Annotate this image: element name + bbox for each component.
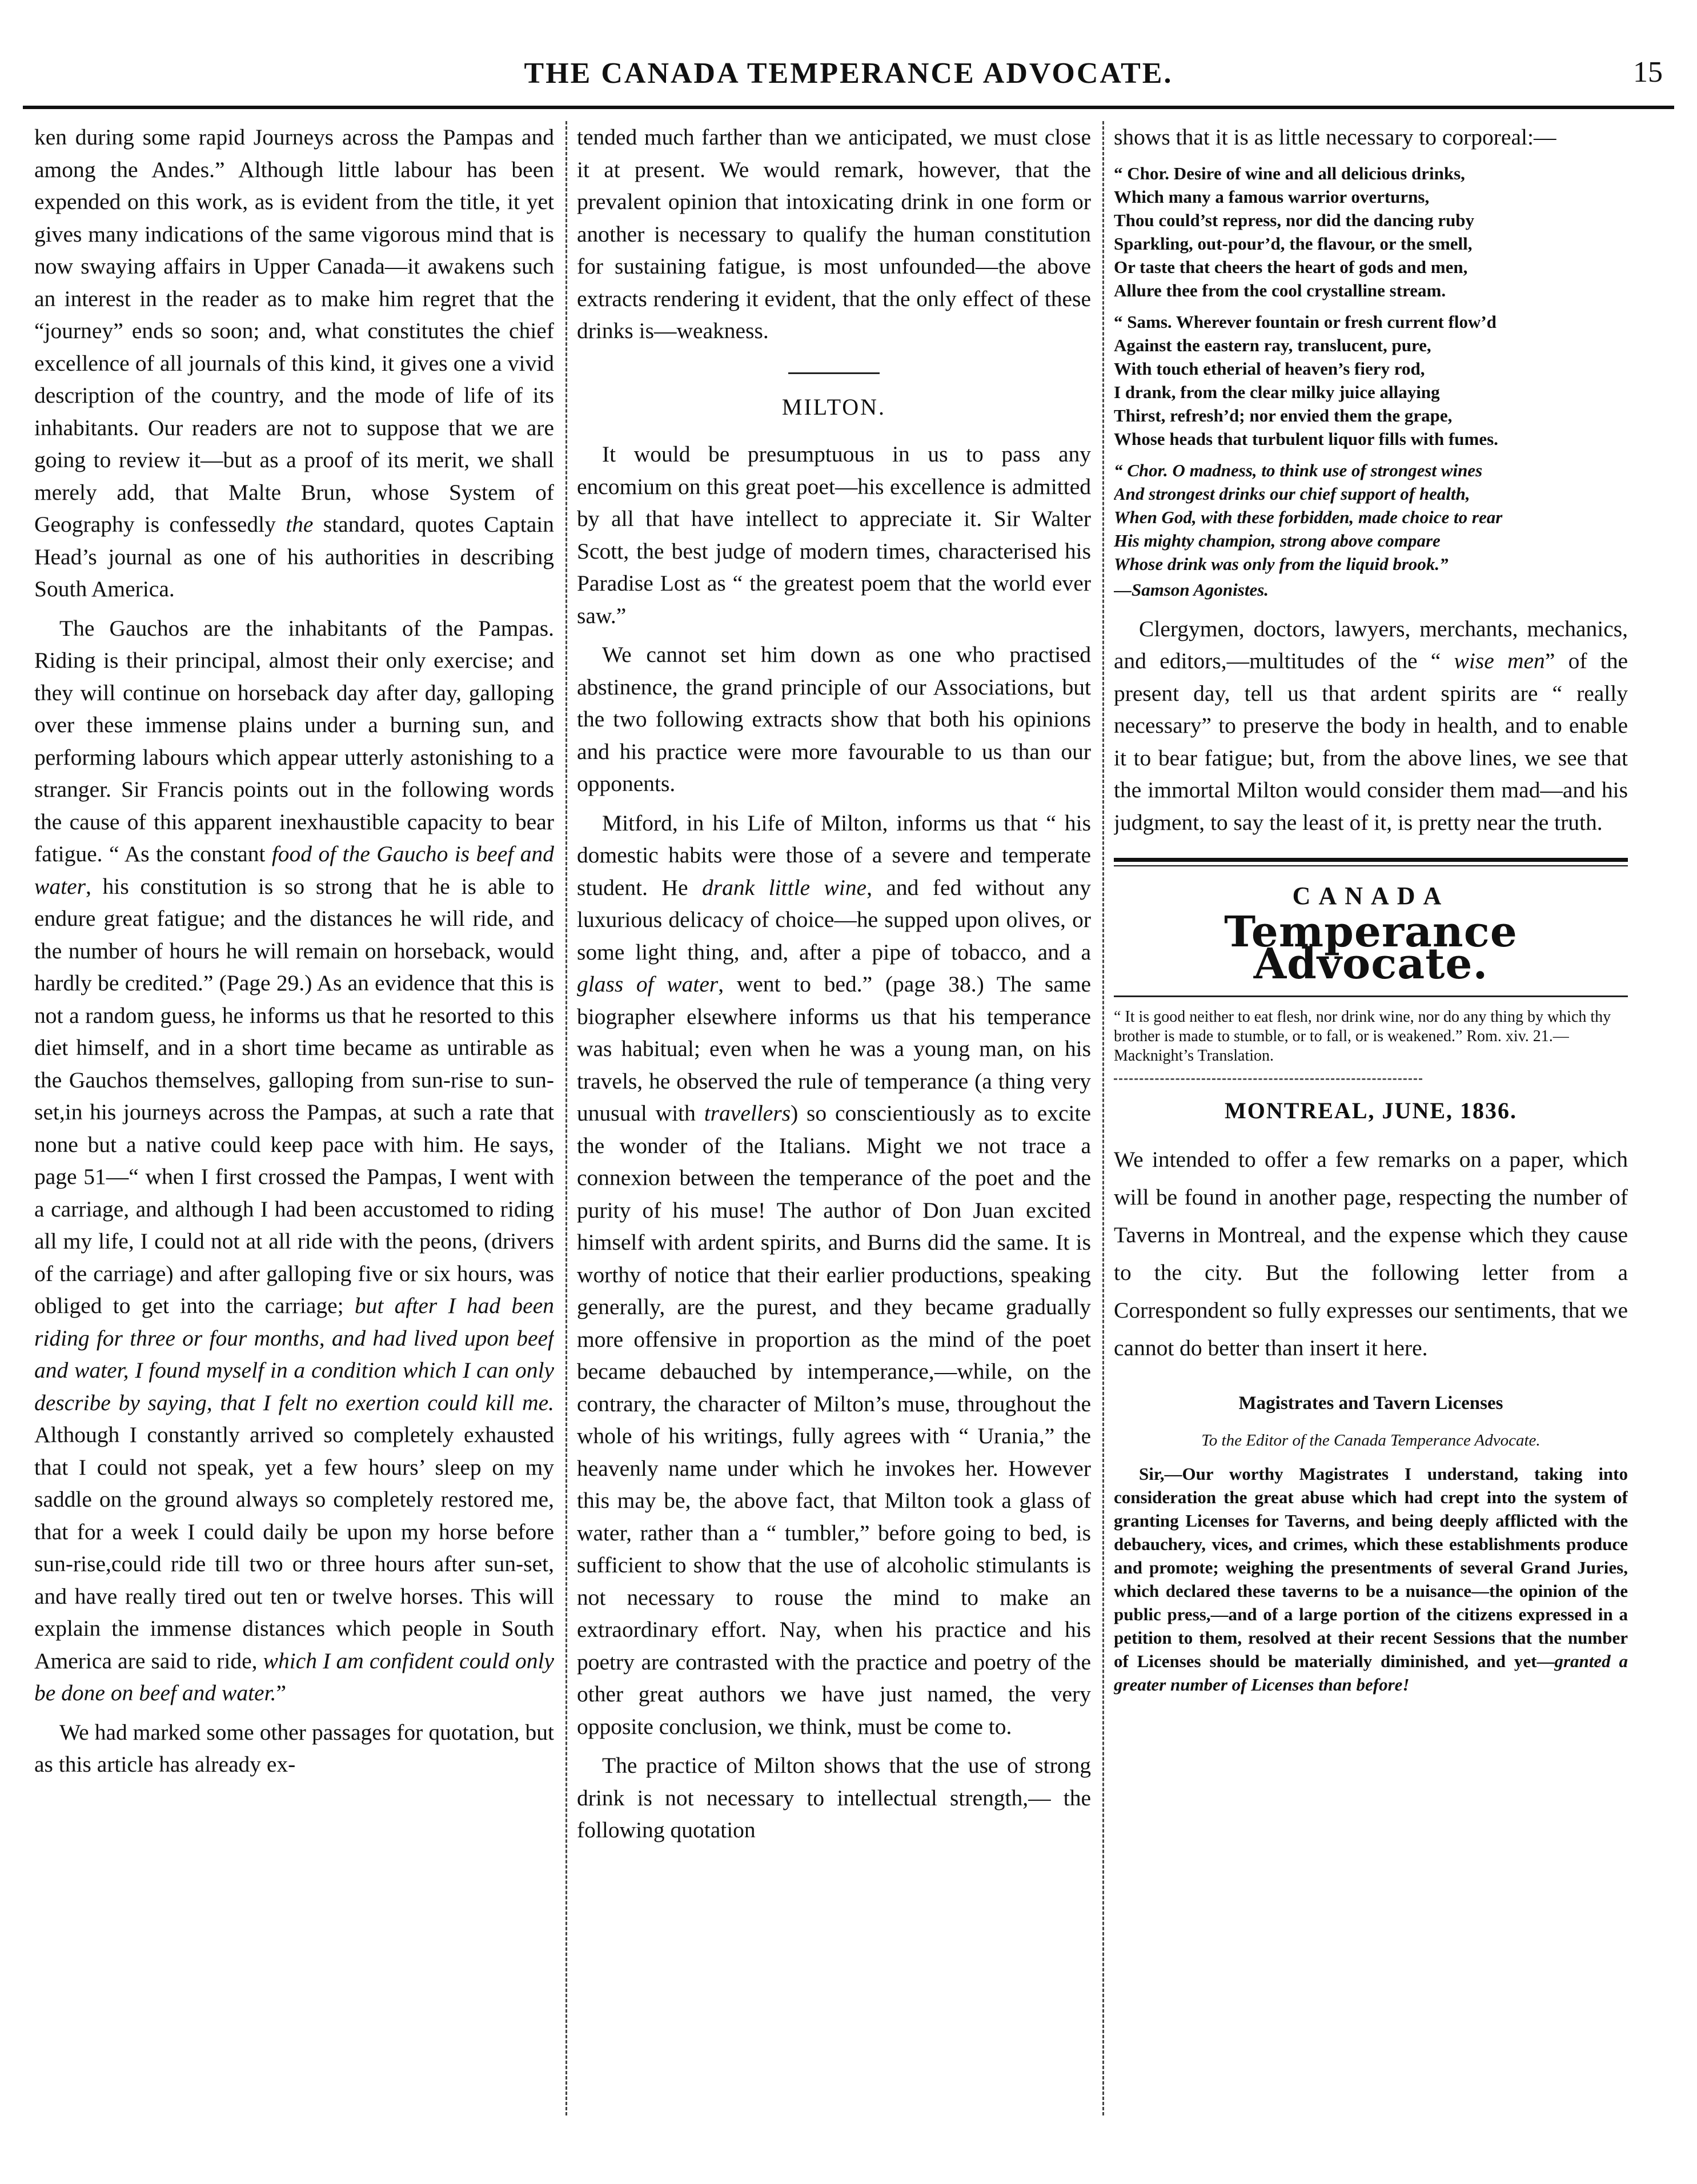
text-run: Although I constantly arrived so completely exhausted that I could not speak, yet a few hours’ sleep on my saddle on the ground always so completely restored me, that for a week I could daily be upon my horse before sun-rise,could ride till two or three hours after sun-set, and have really tired out ten or twelve horses. This will explain the immense distances which people in South America are said to ride, bbox=[34, 1422, 554, 1673]
text-run: Clergymen, doctors, lawyers, merchants, mechanics, and editors,—multitudes of the “ bbox=[1114, 616, 1628, 673]
poem-line: Which many a famous warrior overturns, bbox=[1114, 186, 1430, 207]
poem-quotation bbox=[1114, 162, 1628, 601]
poem-speaker-line: “ Sams. Wherever fountain or fresh current flow’d bbox=[1114, 311, 1497, 332]
italic-run: the bbox=[286, 512, 314, 537]
text-run: , went to bed.” (page 38.) The same biographer elsewhere informs us that his temperance was habitual; even when he was a young man, on his travels, he observed the rule of temperance (a thing very unusual with bbox=[577, 971, 1091, 1126]
text-run: , his constitution is so strong that he is able to endure great fatigue; and the distances he will ride, and the number of hours he will remain on horseback, would hardly be credited.” (Page 29.) As an evidence that this is not a random guess, he informs us that he resorted to this diet himself, and in a short time became as untirable as the Gauchos themselves, galloping from sun-rise to sun-set,in his journeys across the Pampas, at such a rate that none but a native could keep pace with him. He says, page 51—“ when I first crossed the Pampas, I went with a carriage, and although I had been accustomed to riding all my life, I could not at all ride with the peons, (drivers of the carriage) and after galloping five or six hours, was obliged to get into the carriage; bbox=[34, 873, 554, 1318]
poem-line: Against the eastern ray, translucent, pure, bbox=[1114, 335, 1431, 355]
italic-run: but after I had been riding for three or four months, and had lived upon beef and water, I found myself in a condition which I can only describe by saying, that I felt no exertion could kill me. bbox=[34, 1293, 554, 1415]
paragraph: The practice of Milton shows that the use of strong drink is not necessary to intellectual strength,— the following quotation bbox=[577, 1753, 1091, 1842]
poem-line: When God, with these forbidden, made choice to rear bbox=[1114, 507, 1503, 527]
column-divider-2 bbox=[1102, 121, 1104, 2115]
poem-line: Thirst, refresh’d; nor envied them the grape, bbox=[1114, 405, 1453, 425]
paragraph: It would be presumptuous in us to pass any encomium on this great poet—his excellence is admitted by all that have intellect to appreciate it. Sir Walter Scott, the best judge of modern times, characterised his Paradise Lost as “ the greatest poem that the world ever saw.” bbox=[577, 441, 1091, 628]
text-run: ken during some rapid Journeys across the Pampas and among the Andes.” Although little labour has been expended on this work, as is evident from the title, it yet gives many indications of the same vigorous mind that is now swaying affairs in Upper Canada—it awakens such an interest in the reader as to make him regret that the “journey” ends so soon; and, what constitutes the chief excellence of all journals of this kind, it gives one a vivid description of the country, and the mode of life of its inhabitants. Our readers are not to suppose that we are going to review it—but as a proof of its merit, we shall merely add, that Malte Brun, whose System of Geography is confessedly bbox=[34, 125, 554, 537]
poem-line: With touch etherial of heaven’s fiery rod, bbox=[1114, 358, 1425, 379]
italic-run: travellers bbox=[704, 1101, 791, 1126]
poem-line: Allure thee from the cool crystalline stream. bbox=[1114, 280, 1446, 300]
poem-line: And strongest drinks our chief support of health, bbox=[1114, 483, 1470, 504]
letter-body bbox=[1114, 1462, 1628, 1696]
dateline: MONTREAL, JUNE, 1836. bbox=[1224, 1097, 1518, 1123]
text-run: intended to offer a few remarks on a paper, which will be found in another page, respecting the number of Taverns in Montreal, and the expense which they cause to the city. But the following letter from a Correspondent so fully expresses our sentiments, that we cannot do better than insert it here. bbox=[1114, 1147, 1628, 1360]
italic-run: granted a greater number of Licenses than before! bbox=[1114, 1651, 1628, 1695]
letter-heading: Magistrates and Tavern Licenses bbox=[1238, 1393, 1503, 1414]
motto-divider bbox=[1114, 1078, 1422, 1080]
text-run: Sir,—Our worthy Magistrates I understand, taking into consideration the great abuse which had crept into the system of granting Licenses for Taverns, and being deeply afflicted with the debauchery, vices, and crimes, which these establishments produce and promote; weighing the presentments of several Grand Juries, which declared these taverns to be a nuisance—the opinion of the public press,—and of a large portion of the citizens expressed in a petition to them, resolved at their recent Sessions that the number of Licenses should be materially diminished, and yet— bbox=[1114, 1464, 1628, 1671]
masthead-title: Temperance Advocate. bbox=[1224, 907, 1518, 989]
text-run: ” of the present day, tell us that ardent spirits are “ really necessary” to preserve the body in health, and to enable it to bear fatigue; but, from the above lines, we see that the immortal Milton would consider them mad—and his judgment, to say the least of it, is pretty near the truth. bbox=[1114, 648, 1628, 835]
poem-line: Thou could’st repress, nor did the dancing ruby bbox=[1114, 210, 1475, 230]
paragraph bbox=[1114, 613, 1628, 839]
running-head bbox=[23, 49, 1674, 109]
paragraph: We had marked some other passages for quotation, but as this article has already ex- bbox=[34, 1719, 554, 1777]
column-divider-1 bbox=[565, 121, 567, 2115]
text-run: standard, quotes Captain Head’s journal as one of his authorities in describing South America. bbox=[34, 512, 554, 601]
page-number: 15 bbox=[1633, 56, 1663, 89]
poem-speaker-line: “ Chor. Desire of wine and all delicious drinks, bbox=[1114, 163, 1465, 183]
paragraph: shows that it is as little necessary to corporeal:— bbox=[1114, 125, 1556, 150]
poem-line: Sparkling, out-pour’d, the flavour, or the smell, bbox=[1114, 233, 1473, 254]
text-run: Mitford, in his Life of Milton, informs us that “ his domestic habits were those of a severe and temperate student. He bbox=[577, 810, 1091, 900]
poem-speaker-line: “ Chor. O madness, to think use of strongest wines bbox=[1114, 460, 1483, 480]
editorial-paragraph bbox=[1114, 1141, 1628, 1367]
text-run: We bbox=[1114, 1147, 1144, 1172]
column-1 bbox=[34, 121, 554, 2115]
italic-run: drank little wine bbox=[701, 874, 867, 900]
italic-run: wise men bbox=[1454, 648, 1545, 673]
paragraph: tended much farther than we anticipated, we must close it at present. We would remark, however, that the prevalent opinion that intoxicating drink in one form or another is necessary to qualify the human constitution for sustaining fatigue, is most unfounded—the above extracts rendering it evident, that the only effect of these drinks is—weakness. bbox=[577, 125, 1091, 343]
section-rule bbox=[788, 372, 880, 374]
letter-address: To the Editor of the Canada Temperance Advocate. bbox=[1201, 1431, 1540, 1450]
paragraph: We cannot set him down as one who practised abstinence, the grand principle of our Associations, but the two following extracts show that both his opinions and his practice were more favourable to us than our opponents. bbox=[577, 642, 1091, 796]
masthead-canada: CANADA bbox=[1292, 882, 1450, 910]
masthead-motto: “ It is good neither to eat flesh, nor drink wine, nor do any thing by which thy brother is made to stumble, or to fall, or is weakened.” Rom. xiv. 21.—Macknight’s Translation. bbox=[1114, 1007, 1611, 1065]
poem-line: His mighty champion, strong above compare bbox=[1114, 530, 1441, 551]
italic-run: glass of water bbox=[577, 971, 719, 997]
text-run: The Gauchos are the inhabitants of the Pampas. Riding is their principal, almost their only exercise; and they will continue on horseback day after day, galloping over these immense plains under a burning sun, and performing labours which appear utterly astonishing to a stranger. Sir Francis points out in the following words the cause of this apparent inexhaustible capacity to bear fatigue. “ As the constant bbox=[34, 615, 554, 866]
poem-line: Or taste that cheers the heart of gods and men, bbox=[1114, 256, 1468, 277]
paragraph bbox=[34, 612, 554, 1709]
italic-run: which I am confident could only be done on beef and water. bbox=[34, 1648, 554, 1705]
text-run: ) so conscientiously as to excite the wonder of the Italians. Might we not trace a connexion between the temperance of the poet and the purity of his muse! The author of Don Juan excited himself with ardent spirits, and Burns did the same. It is worthy of notice that their earlier productions, speaking generally, are the purest, and they became gradually more offensive in proportion as the mind of the poet became debauched by intemperance,—while, on the contrary, the character of Milton’s muse, throughout the whole of his writings, fully agrees with “ Urania,” the heavenly name under which he invokes her. However this may be, the above fact, that Milton took a glass of water, rather than a “ tumbler,” before going to bed, is sufficient to show that the use of alcoholic stimulants is not necessary to rouse the mind to make an extraordinary effort. Nay, when his practice and his poetry are contrasted with the practice and poetry of the other great authors we have just named, the very opposite conclusion, we think, must be come to. bbox=[577, 1101, 1091, 1739]
masthead-rule bbox=[1114, 858, 1628, 866]
poem-attribution: —Samson Agonistes. bbox=[1114, 579, 1269, 600]
text-run: ” bbox=[276, 1680, 286, 1705]
poem-line: I drank, from the clear milky juice allaying bbox=[1114, 382, 1440, 402]
italic-run: food of the Gaucho is beef and water bbox=[34, 841, 554, 899]
text-run: , and fed without any luxurious delicacy of choice—he supped upon olives, or some light thing, and, after a pipe of tobacco, and a bbox=[577, 874, 1091, 965]
newspaper-title: THE CANADA TEMPERANCE ADVOCATE. bbox=[524, 57, 1173, 90]
paragraph bbox=[577, 807, 1091, 1743]
section-heading: MILTON. bbox=[781, 394, 886, 420]
poem-line: Whose drink was only from the liquid brook.” bbox=[1114, 553, 1449, 574]
motto-rule bbox=[1114, 995, 1628, 997]
column-2 bbox=[577, 121, 1091, 2115]
poem-line: Whose heads that turbulent liquor fills with fumes. bbox=[1114, 428, 1498, 449]
column-3 bbox=[1114, 121, 1628, 2115]
paragraph bbox=[34, 121, 554, 605]
